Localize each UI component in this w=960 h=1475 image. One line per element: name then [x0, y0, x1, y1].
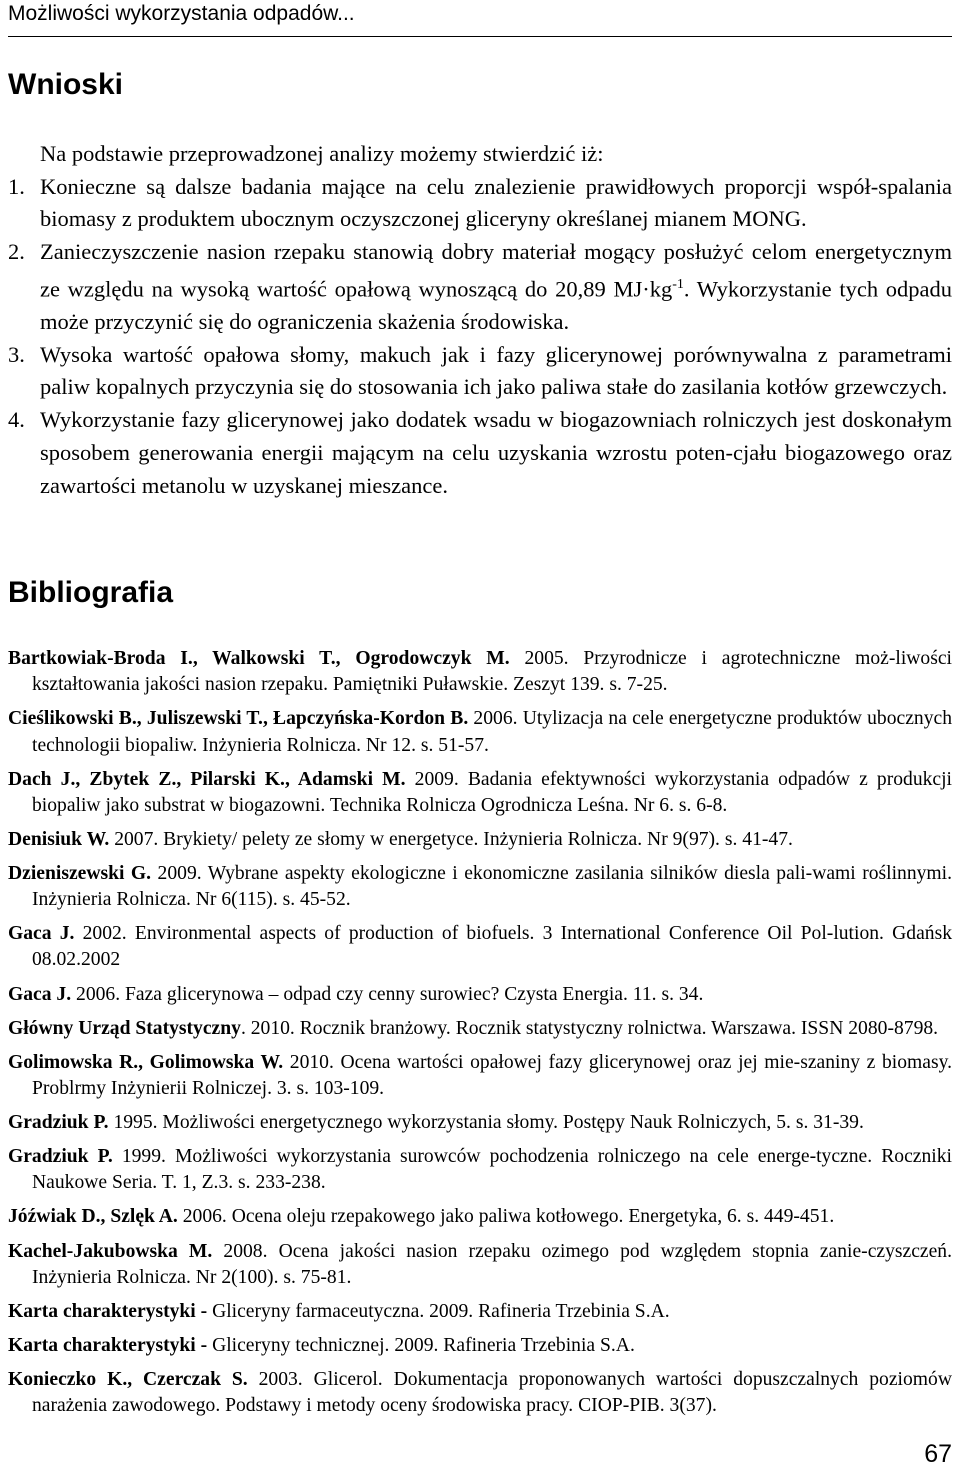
entry-details: . 2010. Rocznik branżowy. Rocznik statystyczny rolnictwa. Warszawa. ISSN 2080-8798. — [240, 1017, 939, 1039]
entry-authors: Denisiuk W. — [8, 828, 110, 850]
entry-authors: Gradziuk P. — [8, 1146, 113, 1168]
entry-details: 2006. Faza glicerynowa – odpad czy cenny surowiec? Czysta Energia. 11. s. 34. — [71, 983, 704, 1005]
header-rule — [8, 36, 952, 37]
entry-authors: Jóźwiak D., Szlęk A. — [8, 1206, 178, 1228]
bibliography-entry — [8, 646, 952, 698]
entry-authors: Golimowska R., Golimowska W. — [8, 1051, 284, 1073]
entry-details: Gliceryny farmaceutyczna. 2009. Rafineria Trzebinia S.A. — [207, 1300, 670, 1322]
conclusion-text: Wysoka wartość opałowa słomy, makuch jak i fazy glicerynowej porównywalna z parametrami paliw kopalnych przyczynia się do stosowania ich jako paliwa stałe do zasilania kotłów grzewczych. — [40, 341, 952, 400]
entry-authors: Gradziuk P. — [8, 1112, 109, 1134]
entry-details: 2009. Wybrane aspekty ekologiczne i ekonomiczne zasilania silników diesla pali-wami roślinnymi. Inżynieria Rolnicza. Nr 6(115). s. 45-52. — [32, 862, 953, 911]
entry-authors: Główny Urząd Statystyczny — [8, 1017, 241, 1039]
entry-authors: Dach J., Zbytek Z., Pilarski K., Adamski M. — [8, 768, 406, 790]
conclusion-number: 1. — [8, 173, 25, 199]
conclusion-text: Wykorzystanie fazy glicerynowej jako dodatek wsadu w biogazowniach rolniczych jest doskonałym sposobem generowania energii mającym na celu uzyskania wzrostu poten-cjału biogazowego oraz zawartości metanolu w uzyskanej mieszance. — [40, 407, 952, 498]
bibliography-entry — [8, 767, 952, 819]
entry-authors: Cieślikowski B., Juliszewski T., Łapczyńska-Kordon B. — [8, 708, 469, 730]
conclusions-heading: Wnioski — [8, 68, 124, 101]
entry-authors: Kachel-Jakubowska M. — [8, 1240, 213, 1262]
conclusion-text: Zanieczyszczenie nasion rzepaku stanowią dobry materiał mogący posłużyć celom energetycznym ze względu na wysoką wartość opałową wynoszącą do 20,89 MJ·kg — [40, 239, 952, 302]
bibliography-entry — [8, 1110, 952, 1136]
bibliography-entry — [8, 1144, 952, 1196]
page-number: 67 — [924, 1440, 952, 1468]
unit-superscript: -1 — [672, 276, 684, 292]
entry-details: 2006. Utylizacja na cele energetyczne produktów ubocznych technologii biopaliw. Inżynieria Rolnicza. Nr 12. s. 51-57. — [32, 708, 952, 756]
bibliography-entry — [8, 1016, 952, 1042]
running-header: Możliwości wykorzystania odpadów... — [8, 2, 355, 25]
conclusion-number: 4. — [8, 407, 25, 433]
entry-authors: Gaca J. — [8, 983, 72, 1005]
conclusion-item-4 — [8, 404, 952, 502]
conclusion-item-2 — [8, 236, 952, 339]
entry-details: 2008. Ocena jakości nasion rzepaku ozimego pod względem stopnia zanie-czyszczeń. Inżynieria Rolnicza. Nr 2(100). s. 75-81. — [32, 1240, 953, 1288]
bibliography-entry — [8, 1239, 952, 1291]
entry-details: 2005. Przyrodnicze i agrotechniczne moż-liwości kształtowania jakości nasion rzepaku. Pamiętniki Puławskie. Zeszyt 139. s. 7-25. — [32, 648, 952, 696]
bibliography-heading: Bibliografia — [8, 576, 174, 609]
conclusion-text: Konieczne są dalsze badania mające na celu znalezienie prawidłowych proporcji współ-spalania biomasy z produktem ubocznym oczyszczonej gliceryny określanej mianem MONG. — [40, 173, 952, 232]
entry-details: 2010. Ocena wartości opałowej fazy glicerynowej oraz jej mie-szaniny z biomasy. Problrmy Inżynierii Rolniczej. 3. s. 103-109. — [32, 1051, 952, 1099]
entry-authors: Gaca J. — [8, 923, 75, 945]
conclusion-text-continued: . Wykorzystanie tych odpadu może przyczynić się do ograniczenia skażenia środowiska. — [40, 276, 952, 335]
conclusions-section — [8, 138, 952, 502]
conclusion-item-3 — [8, 339, 952, 404]
bibliography-entry — [8, 921, 952, 973]
entry-details: 2003. Glicerol. Dokumentacja proponowanych wartości dopuszczalnych poziomów narażenia zawodowego. Podstawy i metody oceny środowiska pracy. CIOP-PIB. 3(37). — [32, 1369, 952, 1417]
entry-authors: Konieczko K., Czerczak S. — [8, 1369, 248, 1391]
bibliography-list — [8, 646, 952, 1427]
bibliography-entry — [8, 861, 952, 913]
bibliography-entry — [8, 1299, 952, 1325]
entry-details: 2007. Brykiety/ pelety ze słomy w energetyce. Inżynieria Rolnicza. Nr 9(97). s. 41-47. — [109, 828, 793, 850]
bibliography-entry — [8, 982, 952, 1008]
conclusions-lead: Na podstawie przeprowadzonej analizy możemy stwierdzić iż: — [40, 141, 604, 166]
entry-details: 1999. Możliwości wykorzystania surowców pochodzenia rolniczego na cele energe-tyczne. Roczniki Naukowe Seria. T. 1, Z.3. s. 233-238. — [32, 1146, 952, 1194]
bibliography-entry — [8, 1333, 952, 1359]
entry-details: 2009. Badania efektywności wykorzystania odpadów z produkcji biopaliw jako substrat w biogazowni. Technika Rolnicza Ogrodnicza Leśna. Nr 6. s. 6-8. — [32, 768, 953, 816]
entry-details: 2006. Ocena oleju rzepakowego jako paliwa kotłowego. Energetyka, 6. s. 449-451. — [177, 1206, 835, 1228]
entry-details: 2002. Environmental aspects of production of biofuels. 3 International Conference Oil Pol-lution. Gdańsk 08.02.2002 — [32, 923, 952, 971]
conclusion-number: 2. — [8, 239, 25, 265]
bibliography-entry — [8, 1367, 952, 1419]
bibliography-entry — [8, 827, 952, 853]
bibliography-entry — [8, 1050, 952, 1102]
conclusion-number: 3. — [8, 341, 25, 367]
bibliography-entry — [8, 706, 952, 758]
entry-details: 1995. Możliwości energetycznego wykorzystania słomy. Postępy Nauk Rolniczych, 5. s. 31-39. — [108, 1112, 864, 1134]
entry-authors: Karta charakterystyki - — [8, 1300, 208, 1322]
bibliography-entry — [8, 1204, 952, 1230]
entry-authors: Bartkowiak-Broda I., Walkowski T., Ogrodowczyk M. — [8, 648, 510, 669]
entry-details: Gliceryny technicznej. 2009. Rafineria Trzebinia S.A. — [207, 1334, 635, 1356]
entry-authors: Dzieniszewski G. — [8, 862, 152, 884]
entry-authors: Karta charakterystyki - — [8, 1334, 208, 1356]
conclusion-item-1 — [8, 171, 952, 236]
